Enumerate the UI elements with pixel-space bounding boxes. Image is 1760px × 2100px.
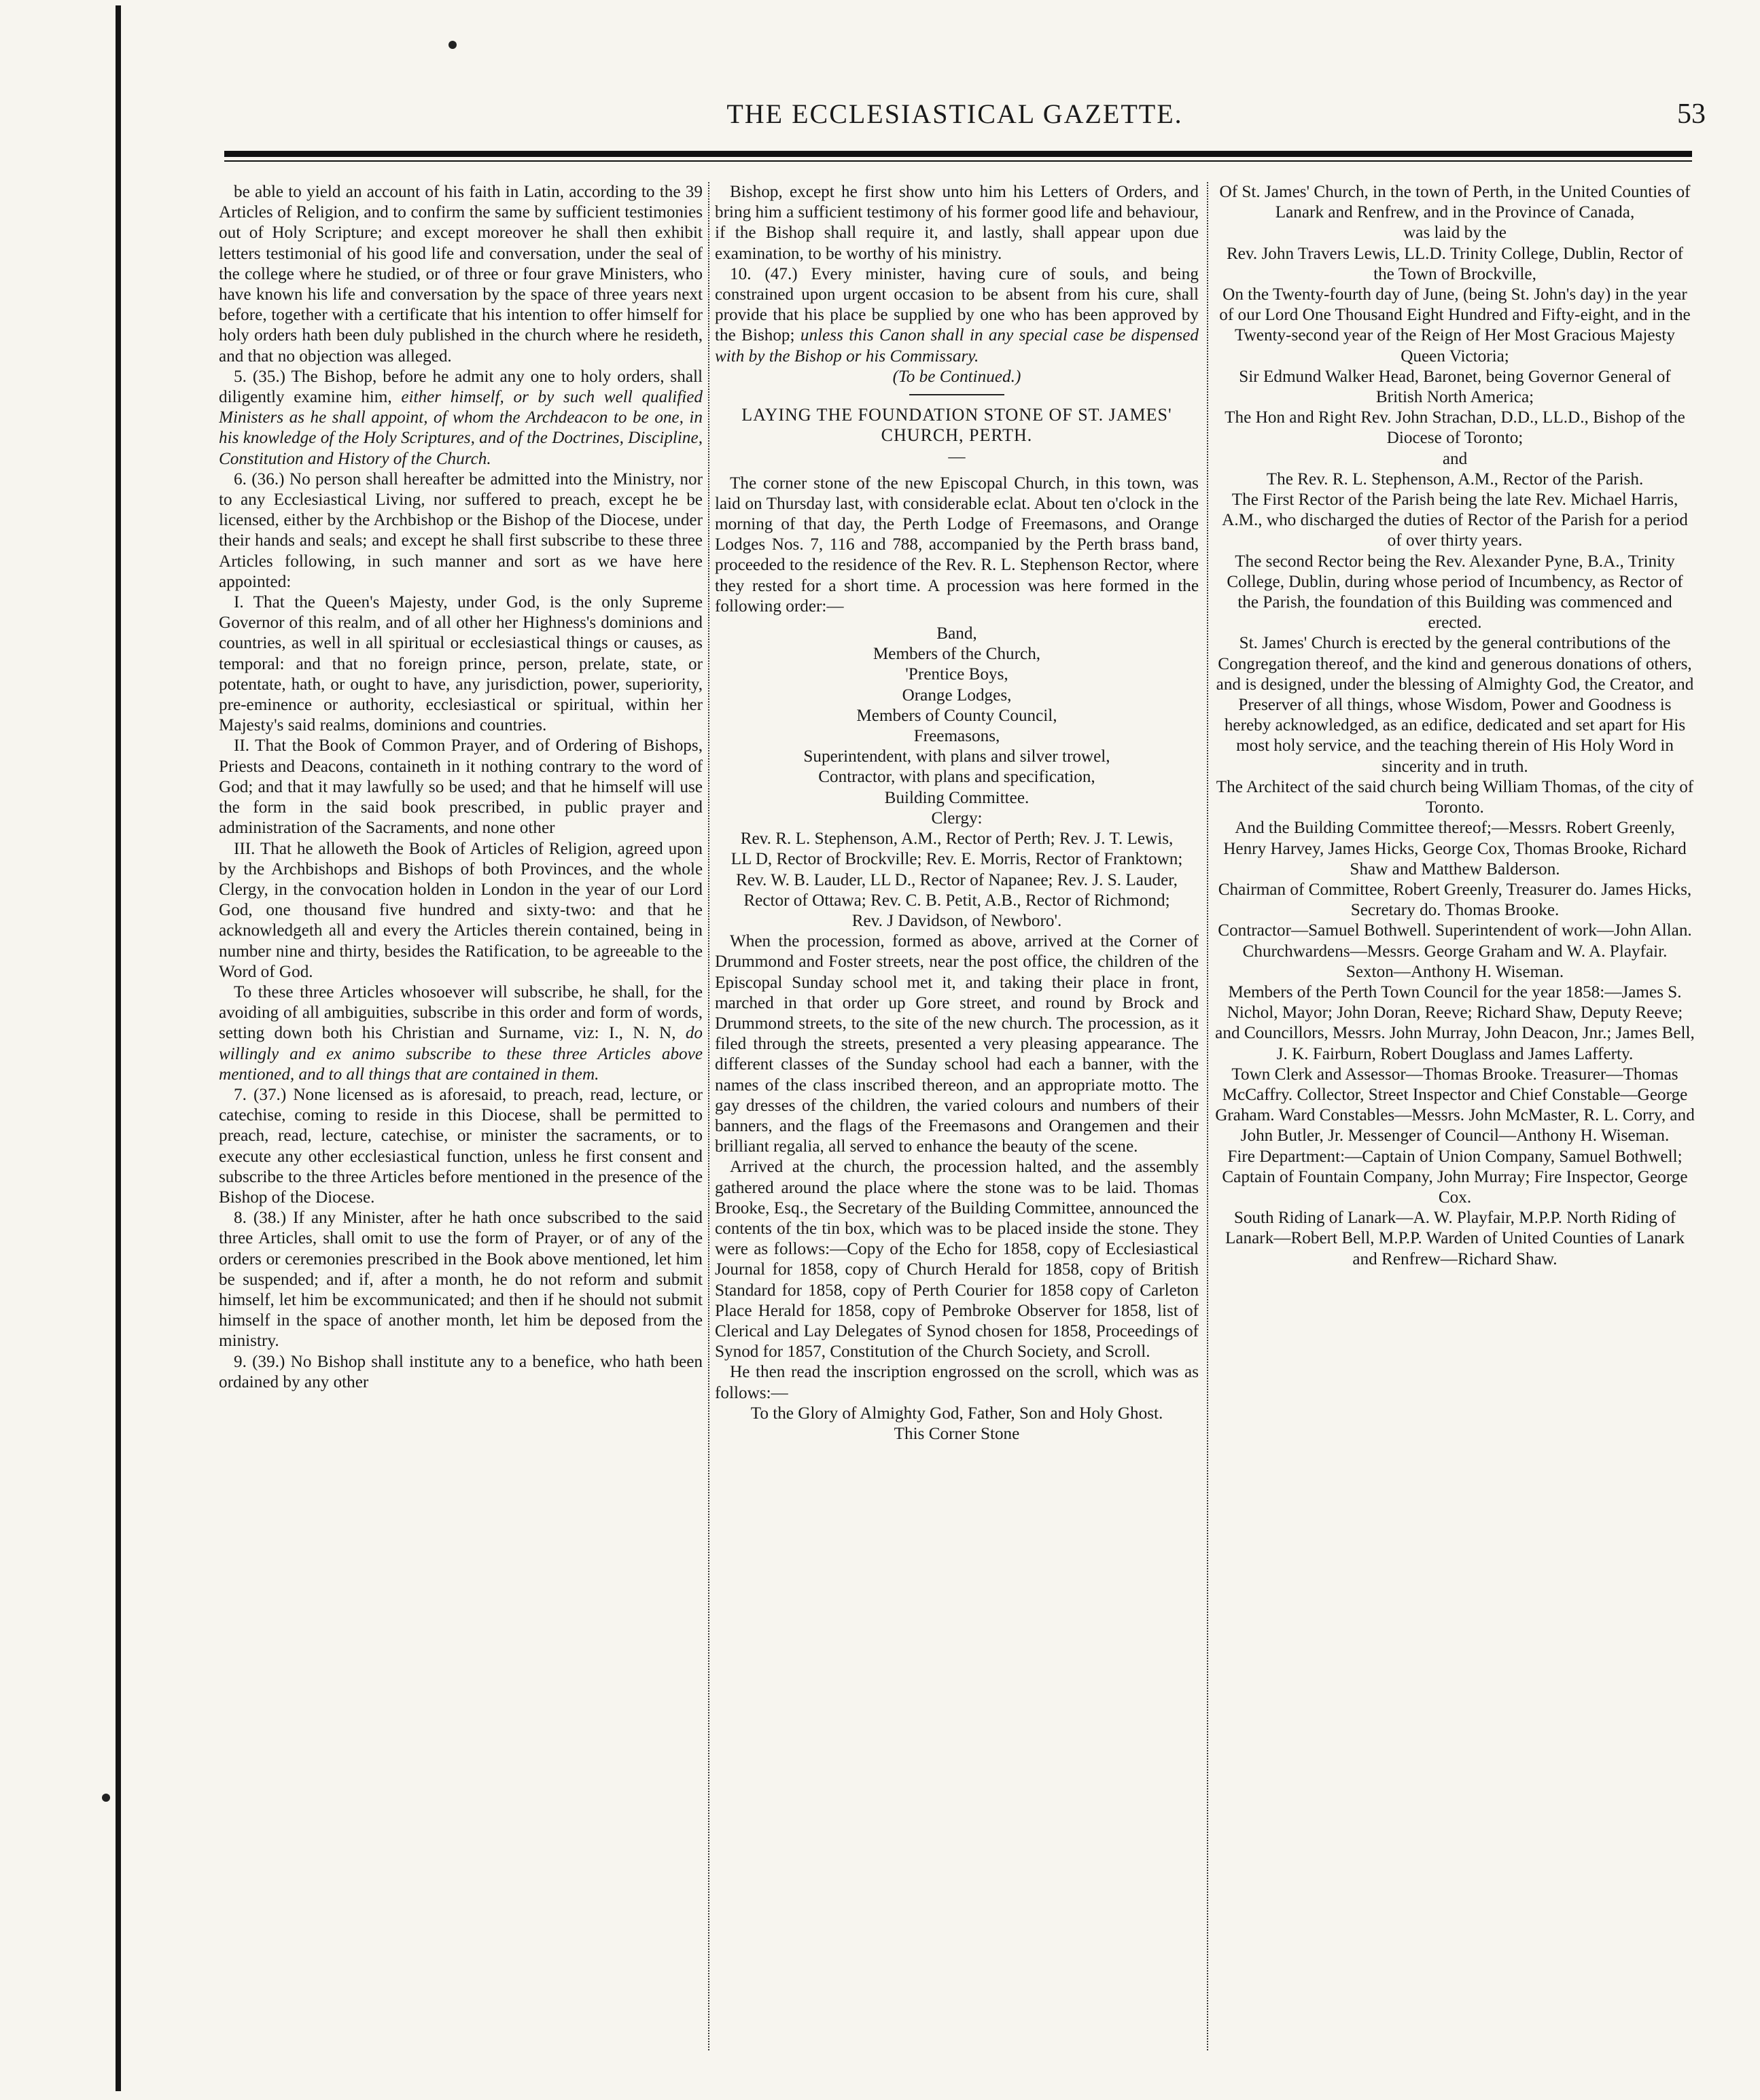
inscription-line: Rev. John Travers Lewis, LL.D. Trinity College, Dublin, Rector of the Town of Brockville, (1226, 244, 1684, 283)
paragraph: 8. (38.) If any Minister, after he hath once subscribed to the said three Articles, shall omit to use the form of Prayer, or of any of the orders or ceremonies prescribed in the Book above mentioned, let him be suspended; and if, after a month, he do not reform and submit himself, let him be excommunicated; and then if he should not submit himself in the space of another month, let him be deposed from the ministry. (219, 1209, 703, 1351)
paragraph: 5. (35.) The Bishop, before he admit any one to holy orders, shall diligently examine him, either himself, or by such well qualified Ministers as he shall appoint, of whom the Archdeacon to be one, in his knowledge of the Holy Scriptures, and of the Doctrines, Discipline, Constitution and History of the Church. (219, 367, 703, 468)
paragraph: 9. (39.) No Bishop shall institute any to a benefice, who hath been ordained by any other (219, 1352, 703, 1391)
paragraph: 10. (47.) Every minister, having cure of souls, and being constrained upon urgent occasion to be absent from his cure, shall provide that his place be supplied by one who has been approved by the Bishop; unless this Canon shall in any special case be dispensed with by the Bishop or his Commissary. (715, 264, 1199, 366)
page-number: 53 (1677, 99, 1706, 130)
paragraph: 7. (37.) None licensed as is aforesaid, to preach, read, lecture, or catechise, coming to reside in this Diocese, shall be permitted to preach, read, lecture, catechise, or minister the sacraments, or to execute any other ecclesiastical function, unless he first consent and subscribe to the three Articles before mentioned in the presence of the Bishop of the Diocese. (219, 1085, 703, 1207)
inscription-line: Chairman of Committee, Robert Greenly, Treasurer do. James Hicks, Secretary do. Thomas Brooke. (1218, 880, 1692, 920)
order-item: Contractor, with plans and specification, (818, 768, 1095, 787)
inscription-line: And the Building Committee thereof;—Messrs. Robert Greenly, Henry Harvey, James Hicks, George Cox, Thomas Brooke, Richard Shaw and Matthew Balderson. (1223, 819, 1687, 878)
article-headline: LAYING THE FOUNDATION STONE OF ST. JAMES' CHURCH, PERTH. (741, 405, 1172, 446)
order-item: Band, (936, 624, 977, 643)
paragraph: III. That he alloweth the Book of Articles of Religion, agreed upon by the Archbishops and Bishops of both Provinces, and the whole Clergy, in the convocation holden in London in the year of our Lord God, one thousand five hundred and sixty-two: and that he acknowledgeth all and every the Articles therein contained, being in number nine and thirty, besides the Ratification, to be agreeable to the Word of God. (219, 839, 703, 981)
inscription-line: The second Rector being the Rev. Alexander Pyne, B.A., Trinity College, Dublin, during whose period of Incumbency, as Rector of the Parish, the foundation of this Building was commenced and erected. (1227, 552, 1683, 633)
paragraph: Bishop, except he first show unto him his Letters of Orders, and bring him a sufficient testimony of his former good life and behaviour, if the Bishop shall require it, and lastly, shall appear upon due examination, to be worthy of his ministry. (715, 183, 1199, 263)
inscription-line: Fire Department:—Captain of Union Company, Samuel Bothwell; Captain of Fountain Company, John Murray; Fire Inspector, George Cox. (1222, 1147, 1688, 1207)
inscription-line: This Corner Stone (894, 1424, 1020, 1443)
continued-note: (To be Continued.) (892, 367, 1021, 386)
inscription-line: The Hon and Right Rev. John Strachan, D.D., LL.D., Bishop of the Diocese of Toronto; (1225, 408, 1685, 448)
inscription-line: was laid by the (1403, 224, 1507, 243)
paragraph: To these three Articles whosoever will subscribe, he shall, for the avoiding of all ambiguities, subscribe in this order and form of words, setting down both his Christian and Surname, viz: I., N. N, do willingly and ex animo subscribe to these three Articles above mentioned, and to all things that are contained in them. (219, 982, 703, 1084)
clergy-list: Rev. R. L. Stephenson, A.M., Rector of Perth; Rev. J. T. Lewis, LL D, Rector of Brockville; Rev. E. Morris, Rector of Franktown; Rev. W. B. Lauder, LL D., Rector of Napanee; Rev. J. S. Lauder, Rector of Ottawa; Rev. C. B. Petit, A.B., Rector of Richmond; Rev. J Davidson, of Newboro'. (731, 830, 1183, 930)
paragraph: The corner stone of the new Episcopal Church, in this town, was laid on Thursday last, with considerable eclat. About ten o'clock in the morning of that day, the Perth Lodge of Freemasons, and Orange Lodges Nos. 7, 116 and 788, accompanied by the Perth brass band, proceeded to the residence of the Rev. R. L. Stephenson Rector, where they rested for a short time. A procession was here formed in the following order:— (715, 474, 1199, 616)
paragraph: be able to yield an account of his faith in Latin, according to the 39 Articles of Religion, and to confirm the same by sufficient testimonies out of Holy Scripture; and except moreover he shall then exhibit letters testimonial of his good life and conversation, under the seal of the college where he studied, or of three or four grave Ministers, who have known his life and conversation by the space of three years next before, together with a certificate that his intention to offer himself for holy orders hath been duly published in the church where he resideth, and that no objection was alleged. (219, 183, 703, 366)
inscription-line: Contractor—Samuel Bothwell. Superintendent of work—John Allan. (1218, 921, 1692, 940)
column-2 (715, 182, 1199, 2057)
page-header (204, 88, 1706, 143)
inscription-line: Of St. James' Church, in the town of Perth, in the United Counties of Lanark and Renfrew, and in the Province of Canada, (1219, 183, 1691, 222)
column-divider (708, 182, 711, 2050)
paragraph: 6. (36.) No person shall hereafter be admitted into the Ministry, nor to any Ecclesiastical Living, nor suffered to preach, except he be licensed, either by the Archbishop or the Bishop of the Diocese, under their hands and seals; and except he shall first subscribe to these three Articles following, in such manner and sort as we have here appointed: (219, 469, 703, 591)
paragraph: Arrived at the church, the procession halted, and the assembly gathered around the place where the stone was to be laid. Thomas Brooke, Esq., the Secretary of the Building Committee, announced the contents of the tin box, which was to be placed inside the stone. They were as follows:—Copy of the Echo for 1858, copy of Ecclesiastical Journal for 1858, copy of Church Herald for 1858, copy of British Standard for 1858, copy of Perth Courier for 1858 copy of Carleton Place Herald for 1858, copy of Pembroke Observer for 1858, list of Clerical and Lay Delegates of Synod chosen for 1858, Proceedings of Synod for 1857, Constitution of the Church Society, and Scroll. (715, 1158, 1199, 1362)
order-item: Orange Lodges, (902, 686, 1012, 705)
paragraph: He then read the inscription engrossed on the scroll, which was as follows:— (715, 1363, 1199, 1402)
paragraph: When the procession, formed as above, arrived at the Corner of Drummond and Foster streets, near the post office, the children of the Episcopal Sunday school met it, and taking their place in front, marched in that order up Gore street, and round by Brock and Drummond streets, to the site of the new church. The procession, as it filed through the streets, presented a very pleasing appearance. The different classes of the Sunday school had each a banner, with the names of the class inscribed thereon, and an appropriate motto. The gay dresses of the children, the varied colours and numbers of their banners, and the flags of the Freemasons and Orangemen and their brilliant regalia, all served to enhance the beauty of the scene. (715, 932, 1199, 1156)
inscription-line: The Rev. R. L. Stephenson, A.M., Rector of the Parish. (1266, 469, 1644, 488)
header-rule (224, 151, 1692, 157)
dash: — (948, 448, 966, 467)
masthead: THE ECCLESIASTICAL GAZETTE. (726, 99, 1183, 129)
section-rule (909, 394, 1004, 395)
inscription-line: Members of the Perth Town Council for the year 1858:—James S. Nichol, Mayor; John Doran, Reeve; Richard Shaw, Deputy Reeve; and Councillors, Messrs. John Murray, John Deacon, Jnr.; James Bell, J. K. Fairburn, Robert Douglass and James Lafferty. (1215, 982, 1695, 1063)
order-item: Clergy: (931, 808, 983, 827)
order-item: 'Prentice Boys, (905, 665, 1008, 684)
binding-rule (116, 5, 121, 2091)
order-item: Members of County Council, (856, 706, 1057, 725)
paragraph: I. That the Queen's Majesty, under God, is the only Supreme Governor of this realm, and of all other her Highness's dominions and countries, as well in all spiritual or ecclesiastical things or causes, as temporal: and that no foreign prince, person, prelate, state, or potentate, hath, or ought to have, any jurisdiction, power, superiority, pre-eminence or authority, ecclesiastical or spiritual, within her Majesty's said realms, dominions and countries. (219, 593, 703, 735)
column-divider (1207, 182, 1210, 2050)
inscription-line: Sexton—Anthony H. Wiseman. (1345, 962, 1564, 981)
header-rule-thin (224, 160, 1692, 162)
inscription-line: The First Rector of the Parish being the late Rev. Michael Harris, A.M., who discharged the duties of Rector of the Parish for a period of over thirty years. (1222, 491, 1688, 550)
order-item: Freemasons, (913, 727, 1000, 746)
ink-dot (448, 41, 457, 49)
inscription-line: Churchwardens—Messrs. George Graham and W. A. Playfair. (1242, 942, 1668, 961)
order-item: Superintendent, with plans and silver trowel, (803, 747, 1110, 766)
inscription-line: and (1442, 449, 1468, 468)
column-3-inscription (1215, 182, 1695, 2057)
paragraph: II. That the Book of Common Prayer, and of Ordering of Bishops, Priests and Deacons, containeth in it nothing contrary to the word of God; and that it may lawfully so be used; and that he himself will use the form in the said book prescribed, in public prayer and administration of the Sacraments, and none other (219, 736, 703, 838)
column-1 (219, 182, 703, 2057)
inscription-line: Town Clerk and Assessor—Thomas Brooke. Treasurer—Thomas McCaffry. Collector, Street Inspector and Chief Constable—George Graham. Ward Constables—Messrs. John McMaster, R. L. Corry, and John Butler, Jr. Messenger of Council—Anthony H. Wiseman. (1215, 1065, 1695, 1145)
inscription-line: To the Glory of Almighty God, Father, Son and Holy Ghost. (750, 1404, 1163, 1423)
ink-dot (102, 1794, 110, 1802)
inscription-line: Sir Edmund Walker Head, Baronet, being Governor General of British North America; (1239, 367, 1671, 407)
inscription-line: The Architect of the said church being William Thomas, of the city of Toronto. (1216, 777, 1694, 817)
order-item: Building Committee. (884, 788, 1029, 807)
inscription-line: South Riding of Lanark—A. W. Playfair, M.P.P. North Riding of Lanark—Robert Bell, M.P.P. Warden of United Counties of Lanark and Renfrew—Richard Shaw. (1225, 1209, 1685, 1268)
order-item: Members of the Church, (873, 645, 1041, 664)
inscription-line: St. James' Church is erected by the general contributions of the Congregation thereof, and the kind and generous donations of others, and is designed, under the blessing of Almighty God, the Creator, and Preserver of all things, whose Wisdom, Power and Goodness is hereby acknowledged, as an edifice, dedicated and set apart for His most holy service, and the teaching therein of His Holy Word in sincerity and in truth. (1216, 634, 1694, 776)
inscription-line: On the Twenty-fourth day of June, (being St. John's day) in the year of our Lord One Thousand Eight Hundred and Fifty-eight, and in the Twenty-second year of the Reign of Her Most Gracious Majesty Queen Victoria; (1219, 285, 1691, 366)
